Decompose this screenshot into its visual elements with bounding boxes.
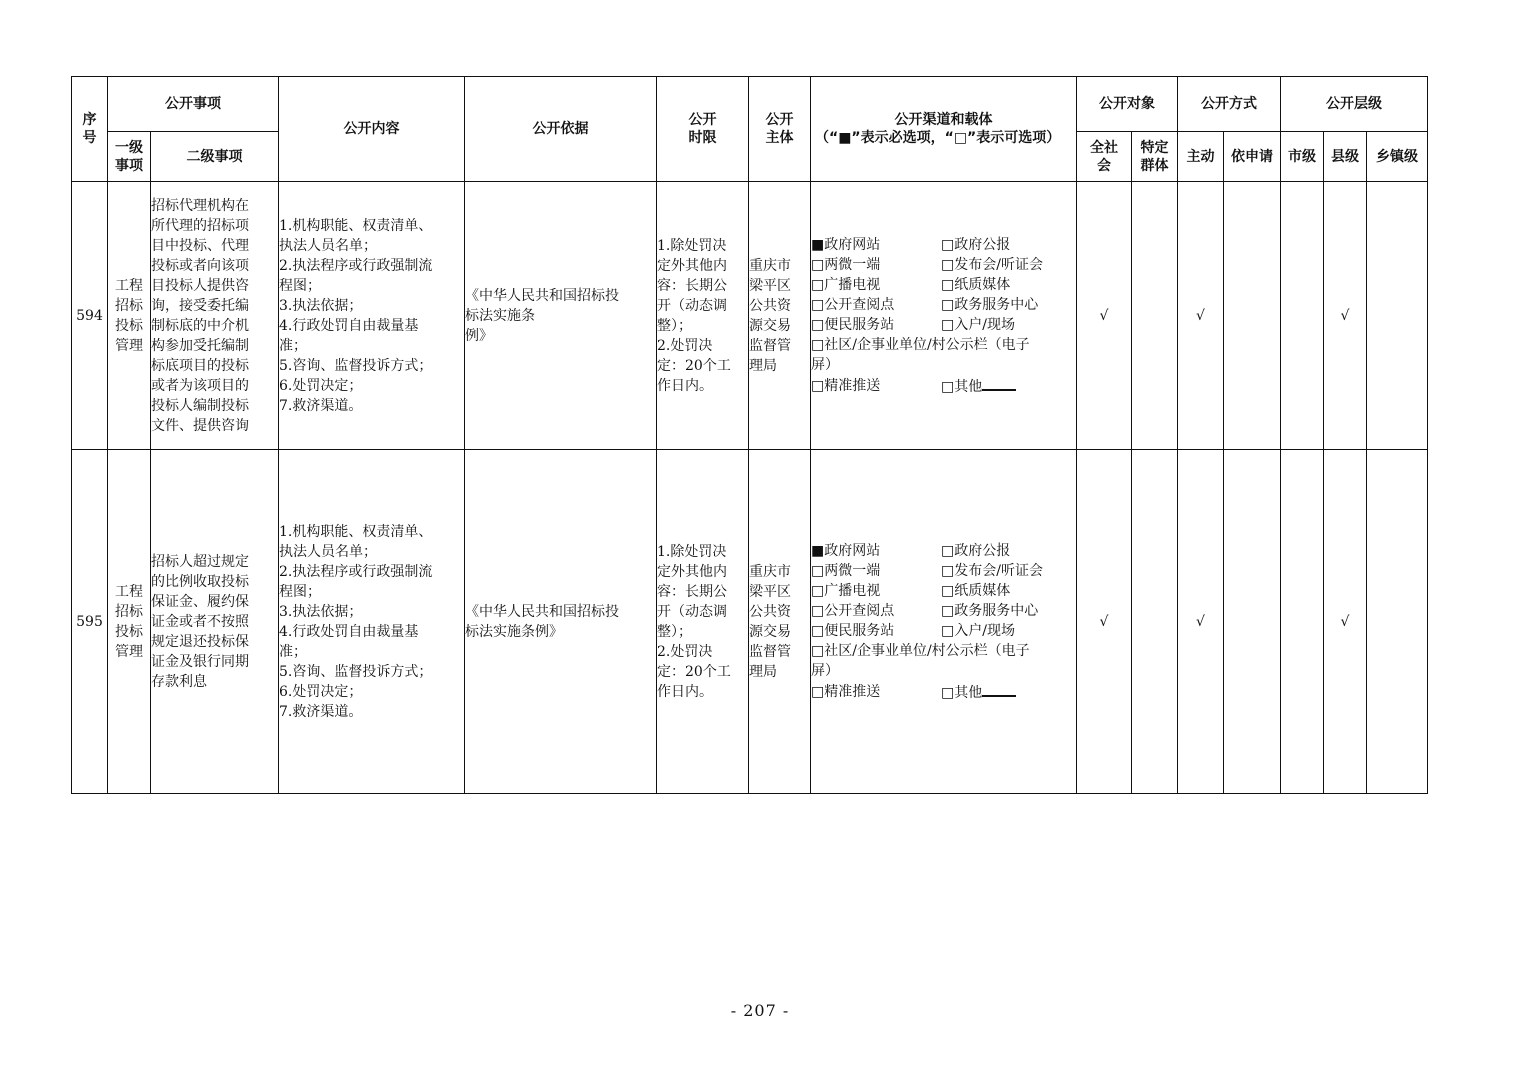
header-item-level1 <box>108 132 151 182</box>
row-time-limit-line: 1.除处罚决 <box>657 237 727 254</box>
channel-option: □两微一端 <box>811 562 881 579</box>
row-content-line: 4.行政处罚自由裁量基 <box>279 317 419 334</box>
header-level-county: 县级 <box>1324 132 1367 182</box>
row-level2-line: 所代理的招标项 <box>151 217 249 234</box>
row-level2-line: 标底项目的投标 <box>151 357 249 374</box>
row-basis <box>465 182 657 450</box>
row-level-town <box>1367 450 1428 794</box>
row-content-line: 4.行政处罚自由裁量基 <box>279 623 419 640</box>
channel-option-other <box>941 681 1076 703</box>
row-time-limit <box>657 450 749 794</box>
row-subject-line: 重庆市 <box>749 257 791 274</box>
row-content-line: 6.处罚决定； <box>279 683 363 700</box>
row-subject-line: 公共资 <box>749 603 791 620</box>
row-level2-line: 的比例收取投标 <box>151 573 249 590</box>
row-subject <box>749 450 811 794</box>
row-level2-line: 制标底的中介机 <box>151 317 249 334</box>
row-level1-line: 投标 <box>115 623 143 640</box>
header-item: 公开事项 <box>108 77 279 132</box>
channel-list <box>811 235 1076 397</box>
row-subject-line: 监督管 <box>749 643 791 660</box>
row-method-request <box>1224 182 1281 450</box>
row-subject-line: 源交易 <box>749 317 791 334</box>
row-level1-line: 工程 <box>115 277 143 294</box>
row-level1 <box>108 450 151 794</box>
header-content: 公开内容 <box>279 77 465 182</box>
row-subject-line: 梁平区 <box>749 277 791 294</box>
row-basis <box>465 450 657 794</box>
channel-option: □精准推送 <box>811 683 881 700</box>
channel-option: 屏） <box>811 662 839 679</box>
row-level2-line: 规定退还投标保 <box>151 633 249 650</box>
row-channels <box>811 182 1077 450</box>
channel-option: □入户/现场 <box>941 622 1015 639</box>
row-content-line: 1.机构职能、权责清单、 <box>279 523 433 540</box>
header-basis: 公开依据 <box>465 77 657 182</box>
row-level1-line: 管理 <box>115 643 143 660</box>
row-level2-line: 证金及银行同期 <box>151 653 249 670</box>
row-method-request <box>1224 450 1281 794</box>
header-item-level1-label: 一级事项 <box>115 139 143 174</box>
row-method-active: √ <box>1178 450 1224 794</box>
row-level2-line: 或者为该项目的 <box>151 377 249 394</box>
row-level1-line: 工程 <box>115 583 143 600</box>
row-channels <box>811 450 1077 794</box>
row-content-line: 3.执法依据； <box>279 603 363 620</box>
row-content-line: 5.咨询、监督投诉方式； <box>279 357 433 374</box>
row-level2-line: 构参加受托编制 <box>151 337 249 354</box>
header-object-specific <box>1132 132 1178 182</box>
table-row <box>72 182 1428 450</box>
row-object-all: √ <box>1077 182 1132 450</box>
header-object: 公开对象 <box>1077 77 1178 132</box>
row-content-line: 准； <box>279 643 307 660</box>
channel-option: □公开查阅点 <box>811 602 895 619</box>
row-content-line: 5.咨询、监督投诉方式； <box>279 663 433 680</box>
row-method-active: √ <box>1178 182 1224 450</box>
channel-option: □精准推送 <box>811 377 881 394</box>
row-level2-line: 询，接受委托编 <box>151 297 249 314</box>
row-time-limit-line: 作日内。 <box>657 377 713 394</box>
row-level1-line: 投标 <box>115 317 143 334</box>
row-time-limit-line: 1.除处罚决 <box>657 543 727 560</box>
row-level2 <box>151 182 279 450</box>
row-level2-line: 文件、提供咨询 <box>151 417 249 434</box>
channel-option: □社区/企事业单位/村公示栏（电子 <box>811 336 1030 353</box>
row-time-limit-line: 容：长期公 <box>657 277 727 294</box>
header-time-limit-label: 公开时限 <box>688 112 717 146</box>
row-content <box>279 182 465 450</box>
row-subject-line: 公共资 <box>749 297 791 314</box>
channel-option-other <box>941 375 1076 397</box>
header-object-all <box>1077 132 1132 182</box>
channel-option: □便民服务站 <box>811 622 895 639</box>
row-level-county: √ <box>1324 450 1367 794</box>
channel-option-other-label: □其他 <box>941 378 983 395</box>
row-level1-line: 招标 <box>115 603 143 620</box>
channel-option: ■政府网站 <box>811 542 881 559</box>
header-channel <box>811 77 1077 182</box>
row-level2-line: 投标或者向该项 <box>151 257 249 274</box>
row-level1 <box>108 182 151 450</box>
row-content-line: 3.执法依据； <box>279 297 363 314</box>
channel-option: ■政府网站 <box>811 236 881 253</box>
row-content-line: 1.机构职能、权责清单、 <box>279 217 433 234</box>
header-time-limit <box>657 77 749 182</box>
row-time-limit-line: 整）； <box>657 317 692 334</box>
channel-option: □便民服务站 <box>811 316 895 333</box>
header-level-town: 乡镇级 <box>1367 132 1428 182</box>
row-level2-line: 招标代理机构在 <box>151 197 249 214</box>
header-seq <box>72 77 108 182</box>
row-basis-line: 标法实施条 <box>465 307 535 324</box>
row-level-county: √ <box>1324 182 1367 450</box>
row-content-line: 7.救济渠道。 <box>279 397 363 414</box>
disclosure-table <box>71 76 1428 794</box>
header-item-level2: 二级事项 <box>151 132 279 182</box>
row-subject-line: 理局 <box>749 663 777 680</box>
row-basis-line: 例》 <box>465 327 493 344</box>
row-time-limit-line: 作日内。 <box>657 683 713 700</box>
row-time-limit-line: 整）； <box>657 623 692 640</box>
header-method-request: 依申请 <box>1224 132 1281 182</box>
row-time-limit-line: 容：长期公 <box>657 583 727 600</box>
row-time-limit-line: 开（动态调 <box>657 297 727 314</box>
row-basis-line: 标法实施条例》 <box>465 623 563 640</box>
row-content-line: 2.执法程序或行政强制流 <box>279 563 433 580</box>
channel-option-other-label: □其他 <box>941 684 983 701</box>
row-time-limit-line: 定：20个工 <box>657 357 731 374</box>
row-level2-line: 目中投标、代理 <box>151 237 249 254</box>
header-method-active: 主动 <box>1178 132 1224 182</box>
channel-option: □广播电视 <box>811 276 881 293</box>
header-object-all-label: 全社会 <box>1090 139 1118 174</box>
row-level1-line: 管理 <box>115 337 143 354</box>
row-seq: 595 <box>72 450 108 794</box>
row-level2-line: 目投标人提供咨 <box>151 277 249 294</box>
row-content-line: 执法人员名单； <box>279 543 377 560</box>
row-subject <box>749 182 811 450</box>
row-time-limit-line: 2.处罚决 <box>657 643 713 660</box>
row-level2 <box>151 450 279 794</box>
row-content-line: 6.处罚决定； <box>279 377 363 394</box>
row-subject-line: 重庆市 <box>749 563 791 580</box>
row-level2-line: 证金或者不按照 <box>151 613 249 630</box>
channel-option: □政府公报 <box>941 542 1011 559</box>
channel-option: □广播电视 <box>811 582 881 599</box>
row-content-line: 2.执法程序或行政强制流 <box>279 257 433 274</box>
row-time-limit <box>657 182 749 450</box>
channel-option: □政务服务中心 <box>941 296 1039 313</box>
row-basis-line: 《中华人民共和国招标投 <box>465 603 619 620</box>
header-subject <box>749 77 811 182</box>
header-method: 公开方式 <box>1178 77 1281 132</box>
header-seq-label: 序号 <box>82 112 97 146</box>
row-object-all: √ <box>1077 450 1132 794</box>
header-subject-label: 公开主体 <box>765 112 794 146</box>
row-level2-line: 投标人编制投标 <box>151 397 249 414</box>
header-level: 公开层级 <box>1281 77 1428 132</box>
row-time-limit-line: 2.处罚决 <box>657 337 713 354</box>
row-subject-line: 理局 <box>749 357 777 374</box>
row-time-limit-line: 定：20个工 <box>657 663 731 680</box>
row-basis-line: 《中华人民共和国招标投 <box>465 287 619 304</box>
row-subject-line: 源交易 <box>749 623 791 640</box>
row-time-limit-line: 定外其他内 <box>657 257 727 274</box>
channel-option: □两微一端 <box>811 256 881 273</box>
page-number: - 207 - <box>730 1001 790 1020</box>
row-level1-line: 招标 <box>115 297 143 314</box>
row-content <box>279 450 465 794</box>
channel-option: □纸质媒体 <box>941 582 1011 599</box>
row-subject-line: 梁平区 <box>749 583 791 600</box>
channel-option: □发布会/听证会 <box>941 562 1043 579</box>
row-level2-line: 招标人超过规定 <box>151 553 249 570</box>
header-channel-title: 公开渠道和载体 <box>894 112 993 128</box>
row-object-specific <box>1132 182 1178 450</box>
channel-option: □公开查阅点 <box>811 296 895 313</box>
header-level-city: 市级 <box>1281 132 1324 182</box>
channel-option: □纸质媒体 <box>941 276 1011 293</box>
row-time-limit-line: 开（动态调 <box>657 603 727 620</box>
row-content-line: 程图； <box>279 277 321 294</box>
row-content-line: 准； <box>279 337 307 354</box>
channel-option: □入户/现场 <box>941 316 1015 333</box>
row-content-line: 程图； <box>279 583 321 600</box>
row-content-line: 7.救济渠道。 <box>279 703 363 720</box>
row-seq: 594 <box>72 182 108 450</box>
row-level2-line: 存款利息 <box>151 673 207 690</box>
header-channel-note: （“■”表示必选项，“□”表示可选项） <box>815 130 1061 146</box>
table-row <box>72 450 1428 794</box>
row-level-city <box>1281 450 1324 794</box>
header-object-specific-label: 特定群体 <box>1140 139 1169 174</box>
blank-line <box>982 375 1016 391</box>
channel-option: □政府公报 <box>941 236 1011 253</box>
row-content-line: 执法人员名单； <box>279 237 377 254</box>
row-object-specific <box>1132 450 1178 794</box>
row-subject-line: 监督管 <box>749 337 791 354</box>
row-level-city <box>1281 182 1324 450</box>
channel-option: □政务服务中心 <box>941 602 1039 619</box>
row-time-limit-line: 定外其他内 <box>657 563 727 580</box>
row-level2-line: 保证金、履约保 <box>151 593 249 610</box>
blank-line <box>982 681 1016 697</box>
channel-list <box>811 541 1076 703</box>
channel-option: □社区/企事业单位/村公示栏（电子 <box>811 642 1030 659</box>
channel-option: 屏） <box>811 356 839 373</box>
row-level-town <box>1367 182 1428 450</box>
channel-option: □发布会/听证会 <box>941 256 1043 273</box>
